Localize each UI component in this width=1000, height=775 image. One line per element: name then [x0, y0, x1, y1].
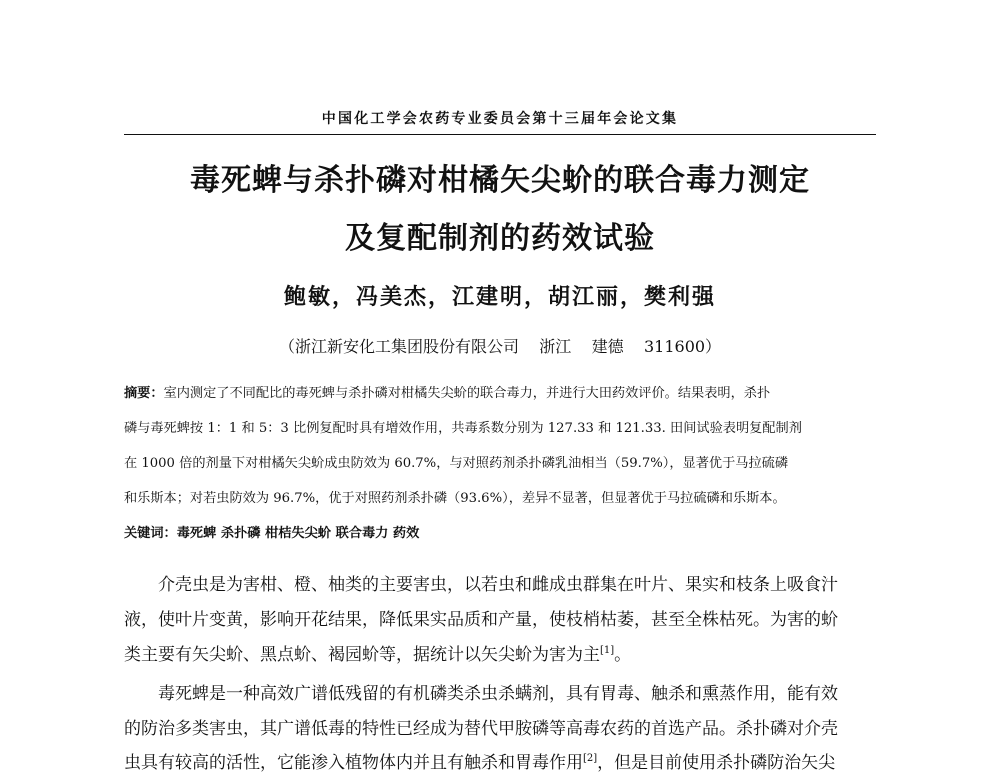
paragraph-2-line-3: [124, 751, 876, 775]
citation-1: [1]: [600, 645, 615, 656]
abstract-line-4: 和乐斯本；对若虫防效为 96.7%，优于对照药剂杀扑磷（93.6%），差异不显著，但显著优于马拉硫磷和乐斯本。: [124, 491, 786, 506]
header-rule: [124, 134, 876, 135]
paragraph-2-line-3-end: ，但是目前使用杀扑磷防治矢尖: [597, 753, 836, 773]
paragraph-1-line-2: 液，使叶片变黄，影响开花结果，降低果实品质和产量，使枝梢枯萎，甚至全株枯死。为害的蚧: [124, 610, 838, 630]
paper-title-line-1: 毒死蜱与杀扑磷对柑橘矢尖蚧的联合毒力测定: [190, 163, 810, 198]
citation-2: [2]: [583, 753, 598, 764]
paragraph-2-line-1: 毒死蜱是一种高效广谱低残留的有机磷类杀虫杀螨剂，具有胃毒、触杀和熏蒸作用，能有效: [158, 684, 838, 704]
paragraph-1-line-3: [124, 643, 876, 667]
keywords-label: 关键词：: [124, 526, 177, 541]
paragraph-1-line-3-text: 类主要有矢尖蚧、黑点蚧、褐园蚧等，据统计以矢尖蚧为害为主: [124, 645, 600, 665]
abstract-label: 摘要：: [124, 386, 164, 401]
running-header: 中国化工学会农药专业委员会第十三届年会论文集: [321, 111, 679, 127]
keywords-line: [124, 524, 876, 544]
abstract-line-2: 磷与毒死蜱按 1：1 和 5：3 比例复配时具有增效作用，共毒系数分别为 127.33 和 121.33. 田间试验表明复配制剂: [124, 421, 802, 436]
abstract-text-1: 室内测定了不同配比的毒死蜱与杀扑磷对柑橘失尖蚧的联合毒力，并进行大田药效评价。结果表明，杀扑: [163, 386, 771, 401]
author-list: 鲍敏，冯美杰，江建明，胡江丽，樊利强: [283, 284, 716, 310]
paragraph-1-end: 。: [614, 645, 632, 665]
affiliation: （浙江新安化工集团股份有限公司 浙江 建德 311600）: [278, 337, 722, 356]
paragraph-2-line-2: 的防治多类害虫，其广谱低毒的特性已经成为替代甲胺磷等高毒农药的首选产品。杀扑磷对介壳: [124, 719, 838, 739]
paragraph-1-line-1: 介壳虫是为害柑、橙、柚类的主要害虫，以若虫和雌成虫群集在叶片、果实和枝条上吸食汁: [158, 575, 838, 595]
paper-title-line-2: 及复配制剂的药效试验: [345, 221, 655, 256]
keywords-text: 毒死蜱 杀扑磷 柑桔失尖蚧 联合毒力 药效: [176, 526, 420, 541]
abstract-line-3: 在 1000 倍的剂量下对柑橘矢尖蚧成虫防效为 60.7%，与对照药剂杀扑磷乳油相当（59.7%），显著优于马拉硫磷: [124, 456, 789, 471]
abstract-line-1: [124, 384, 876, 404]
paragraph-2-line-3-text: 虫具有较高的活性，它能渗入植物体内并且有触杀和胃毒作用: [124, 753, 583, 773]
